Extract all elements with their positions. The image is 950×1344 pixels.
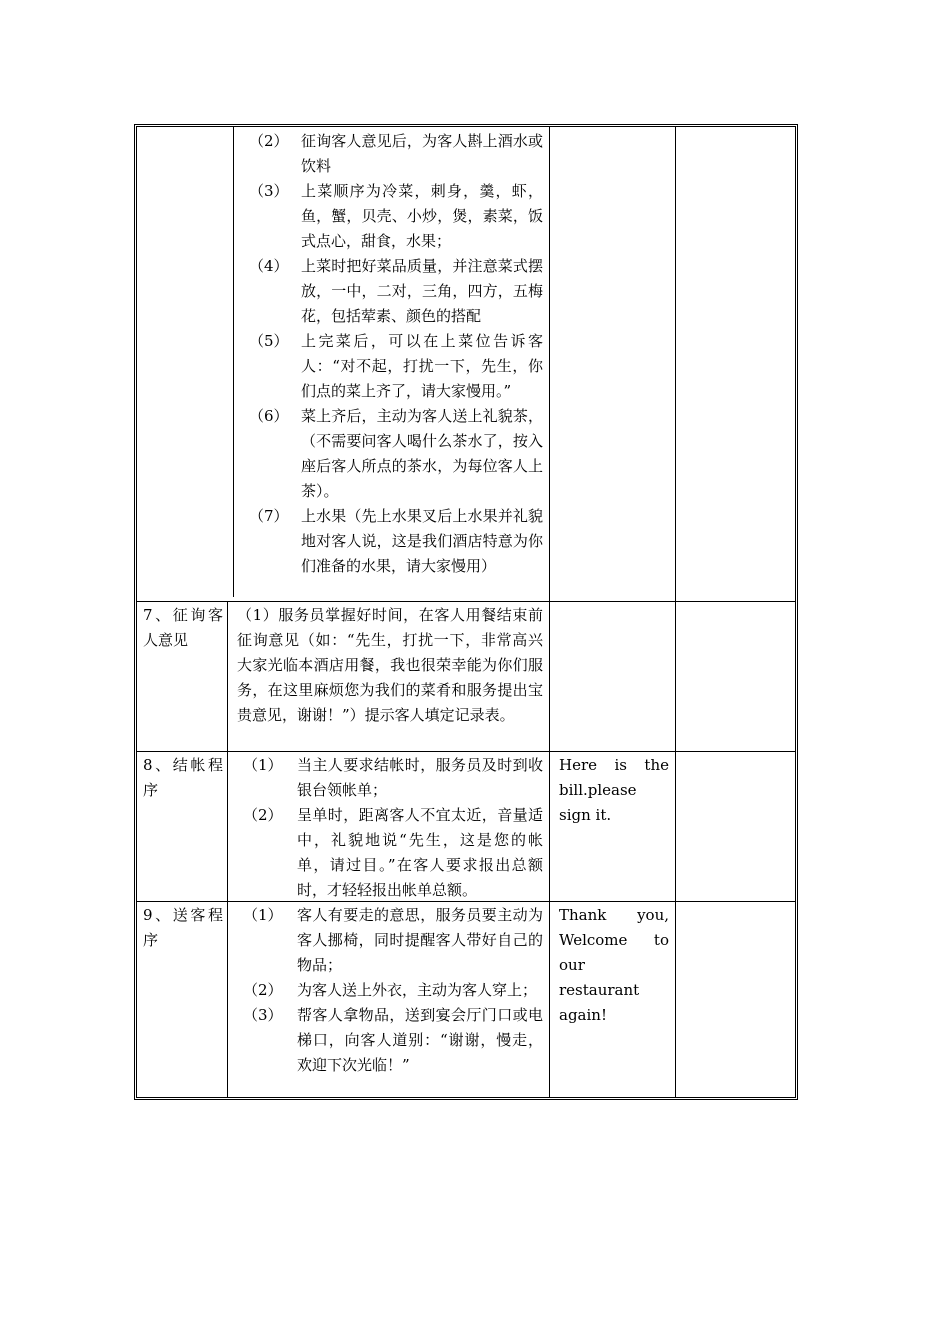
row-divider [137,601,795,602]
list-item: （3） 帮客人拿物品，送到宴会厅门口或电梯口，向客人道别：“谢谢，慢走，欢迎下次光临！” [243,1006,543,1074]
step-content: （1）服务员掌握好时间，在客人用餐结束前征询意见（如：“先生，打扰一下，非常高兴大家光临本酒店用餐，我也很荣幸能为你们服务，在这里麻烦您为我们的菜肴和服务提出宝贵意见，谢谢！”）提示客人填定记录表。 [237,606,543,724]
column-divider [675,127,676,1097]
service-items-cell [249,129,543,579]
list-item: （7） 上水果（先上水果叉后上水果并礼貌地对客人说，这是我们酒店特意为你们准备的水果，请大家慢用） [249,507,543,575]
step-items [243,753,543,903]
english-phrase: Here is the bill.please sign it. [559,756,669,824]
step-label: 8、结帐程序 [143,756,223,799]
row-divider [137,751,795,752]
english-phrase: Thank you, Welcome to our restaurant again! [559,906,669,1024]
column-divider [549,127,550,1097]
list-item: （6） 菜上齐后，主动为客人送上礼貌茶，（不需要问客人喝什么茶水了，按入座后客人所点的茶水，为每位客人上茶）。 [249,407,543,500]
list-item: （3） 上菜顺序为冷菜，刺身，羹，虾，鱼，蟹，贝壳、小炒，煲，素菜，饭式点心，甜食，水果； [249,182,543,250]
list-item: （5） 上完菜后，可以在上菜位告诉客人：“对不起，打扰一下，先生，你们点的菜上齐了，请大家慢用。” [249,332,543,400]
column-divider [227,601,228,1097]
list-item: （1） 当主人要求结帐时，服务员及时到收银台领帐单； [243,756,543,799]
step-items [243,903,543,1078]
column-divider [233,127,234,597]
list-item: （2） 为客人送上外衣，主动为客人穿上； [243,981,538,999]
step-label: 9、送客程序 [143,906,223,949]
step-label: 7、征询客人意见 [143,606,223,649]
list-item: （2） 征询客人意见后，为客人斟上酒水或饮料 [249,132,543,175]
procedure-table [134,124,798,1100]
list-item: （2） 呈单时，距离客人不宜太近，音量适中，礼貌地说“先生，这是您的帐单，请过目。”在客人要求报出总额时，才轻轻报出帐单总额。 [243,806,543,899]
list-item: （1） 客人有要走的意思，服务员要主动为客人挪椅，同时提醒客人带好自己的物品； [243,906,543,974]
list-item: （4） 上菜时把好菜品质量，并注意菜式摆放，一中，二对，三角，四方，五梅花，包括荤素、颜色的搭配 [249,257,543,325]
